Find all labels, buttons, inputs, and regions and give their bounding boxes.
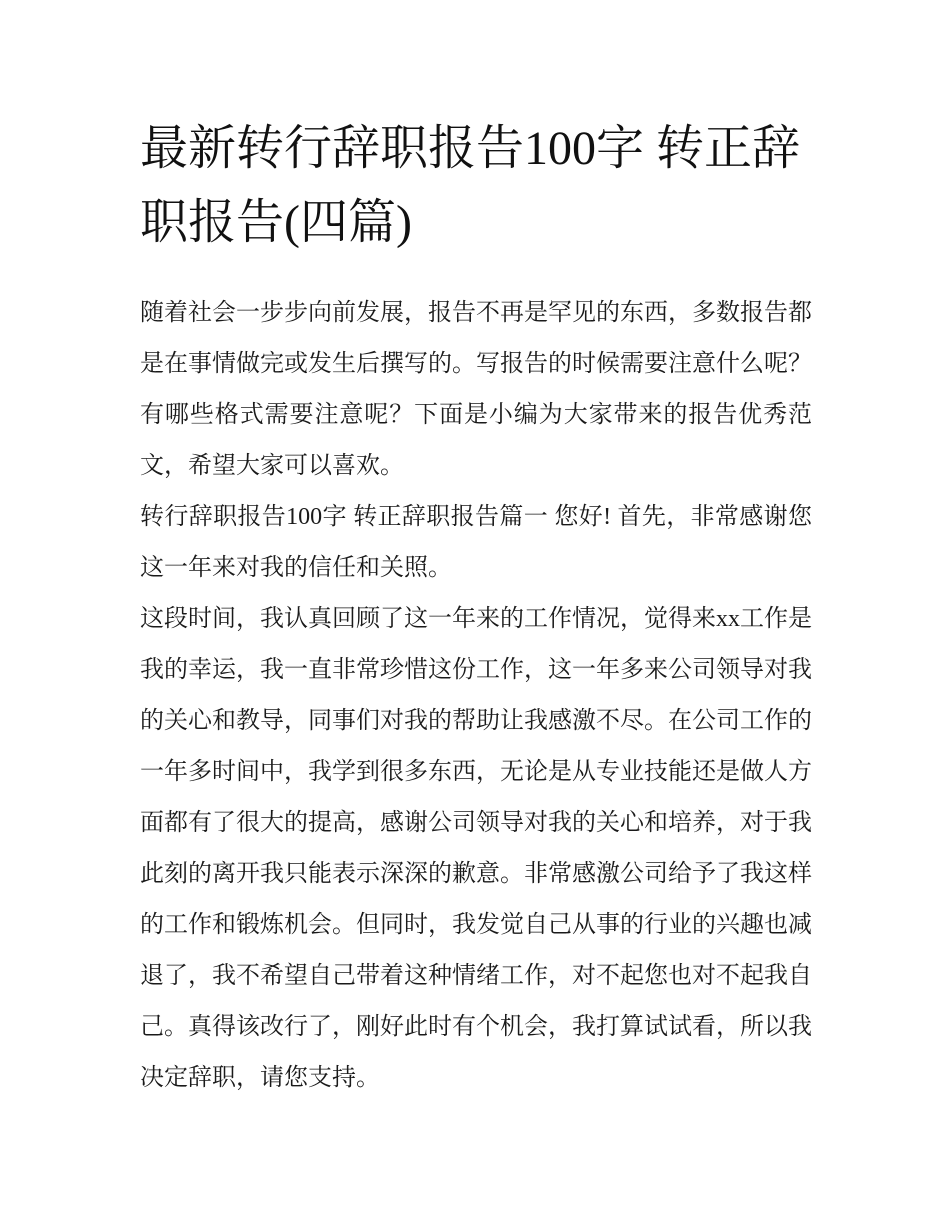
paragraph-main: 这段时间，我认真回顾了这一年来的工作情况，觉得来xx工作是我的幸运，我一直非常珍惜这份工作，这一年多来公司领导对我的关心和教导，同事们对我的帮助让我感激不尽。在公司工作的一年多时间中，我学到很多东西，无论是从专业技能还是做人方面都有了很大的提高，感谢公司领导对我的关心和培养，对于我此刻的离开我只能表示深深的歉意。非常感激公司给予了我这样的工作和锻炼机会。但同时，我发觉自己从事的行业的兴趣也减退了，我不希望自己带着这种情绪工作，对不起您也对不起我自己。真得该改行了，刚好此时有个机会，我打算试试看，所以我决定辞职，请您支持。 [140,606,812,1091]
paragraph-intro: 随着社会一步步向前发展，报告不再是罕见的东西，多数报告都是在事情做完或发生后撰写的。写报告的时候需要注意什么呢？有哪些格式需要注意呢？下面是小编为大家带来的报告优秀范文，希望大家可以喜欢。 [140,300,812,479]
document-content [140,112,812,1104]
document-body [140,288,812,1104]
paragraph-greeting: 转行辞职报告100字 转正辞职报告篇一 您好! 首先，非常感谢您这一年来对我的信任和关照。 [140,504,812,581]
document-title: 最新转行辞职报告100字 转正辞职报告(四篇) [140,122,801,249]
